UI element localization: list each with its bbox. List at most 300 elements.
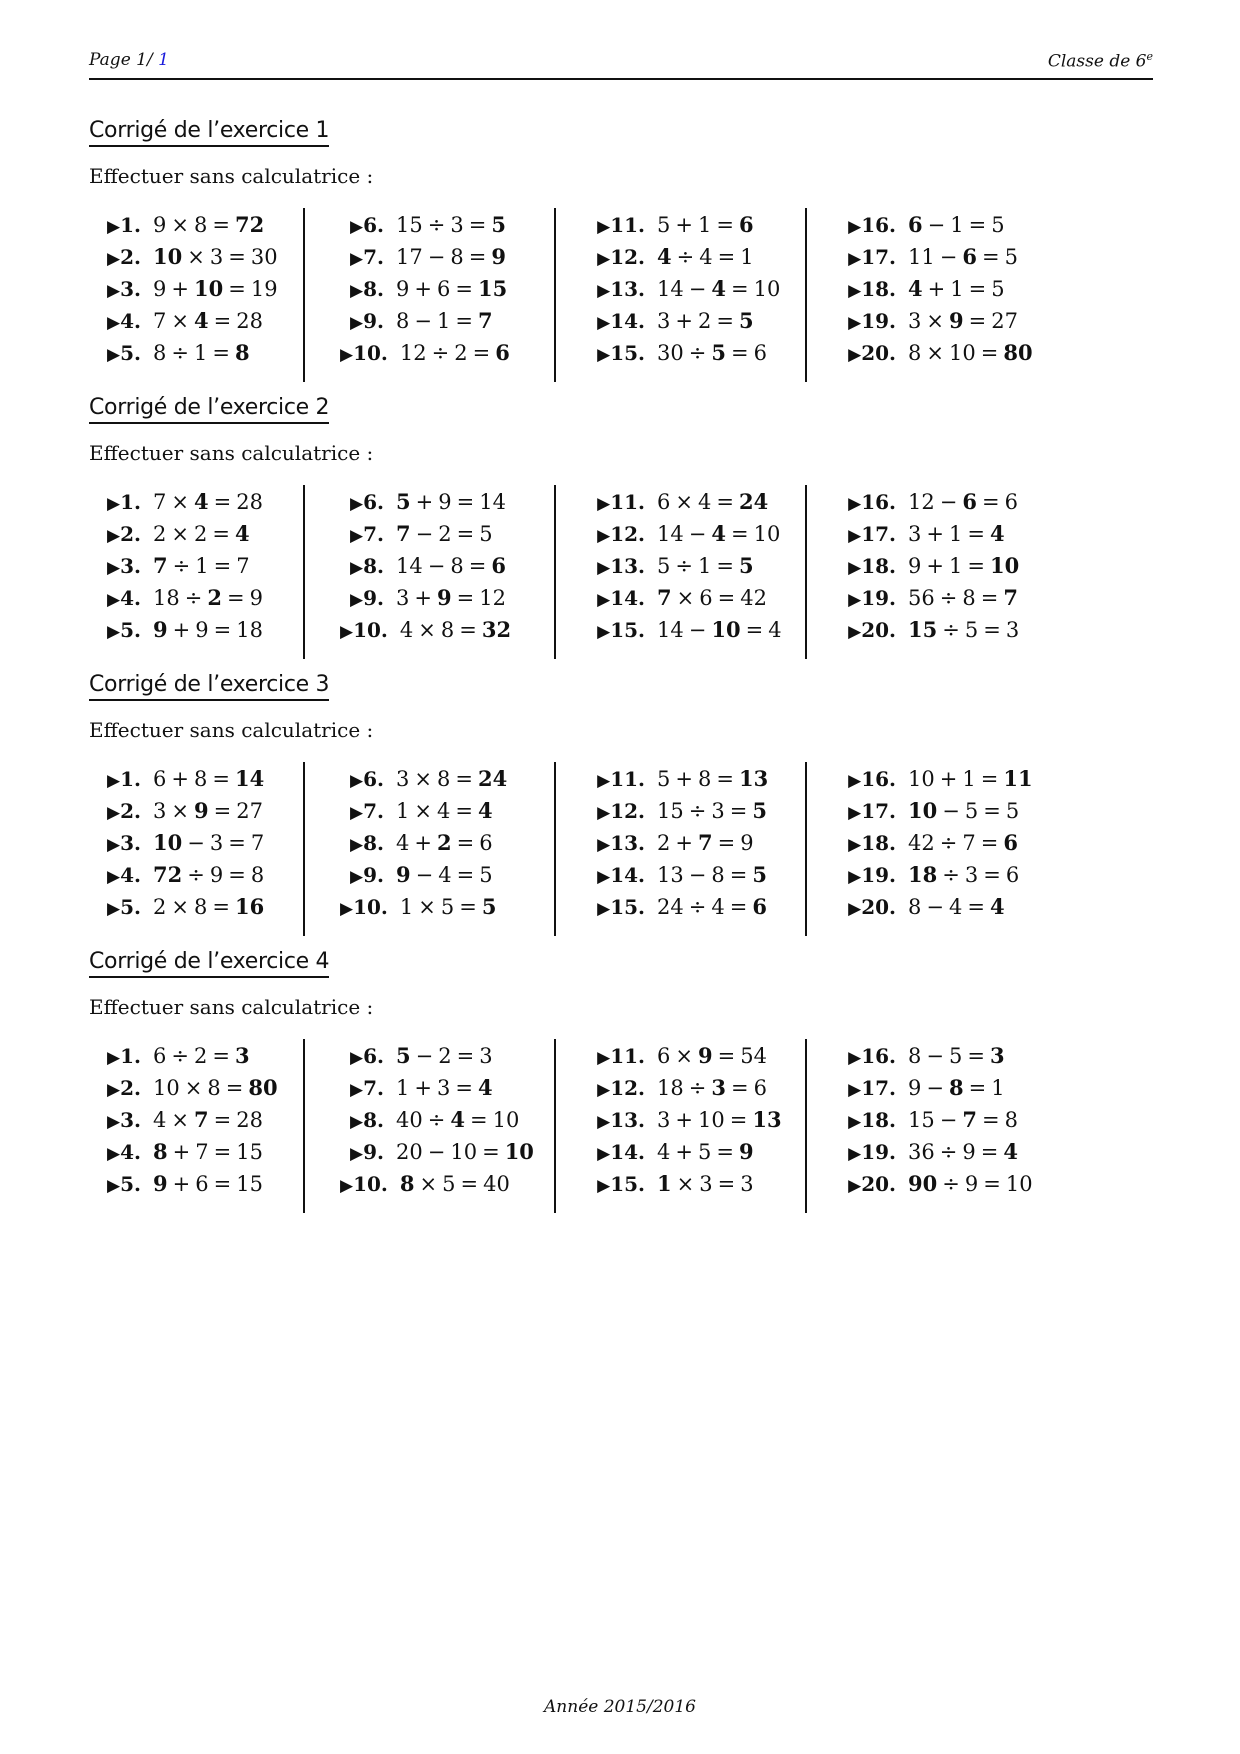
bullet-icon: ▶: [597, 771, 611, 791]
item-number-text: 7.: [363, 799, 384, 823]
exercise-item: [340, 240, 506, 274]
result: 8: [234, 340, 250, 365]
item-number: [340, 858, 384, 894]
equals-sign: =: [730, 341, 749, 365]
exercise-item: [97, 336, 250, 370]
item-expression: [400, 618, 511, 642]
item-number-text: 17.: [861, 522, 896, 546]
equals-sign: =: [468, 554, 487, 578]
result: 6: [1004, 490, 1018, 514]
exercise-item: [340, 336, 510, 370]
item-expression: [396, 277, 507, 301]
item-number: [340, 272, 384, 308]
exercise-item: [591, 208, 754, 242]
result: 24: [738, 489, 769, 514]
item-number: [340, 304, 384, 340]
exercise-item: [842, 826, 1018, 860]
operator: −: [414, 309, 432, 333]
result: 10: [753, 522, 781, 546]
bullet-icon: ▶: [107, 1176, 121, 1196]
item-number-text: 6.: [363, 767, 384, 791]
item-expression: [908, 586, 1018, 610]
exercise-item: [97, 272, 278, 306]
operand-b: 7: [962, 1107, 977, 1132]
operand-b: 10: [193, 276, 224, 301]
item-expression: [153, 863, 264, 887]
operator: +: [414, 1076, 432, 1100]
item-expression: [657, 767, 768, 791]
result: 24: [477, 766, 508, 791]
operand-b: 1: [697, 213, 712, 237]
item-number-text: 9.: [363, 863, 384, 887]
operand-b: 8: [193, 895, 208, 919]
item-expression: [396, 309, 493, 333]
operand-b: 2: [436, 830, 452, 855]
item-expression: [908, 1076, 1005, 1100]
result: 28: [236, 490, 263, 514]
item-number-text: 11.: [610, 490, 645, 514]
item-number: [591, 1103, 645, 1139]
item-number-text: 19.: [861, 586, 896, 610]
operand-a: 4: [399, 618, 414, 642]
equals-sign: =: [729, 799, 748, 823]
item-expression: [657, 586, 767, 610]
item-expression: [657, 831, 754, 855]
bullet-icon: ▶: [597, 526, 611, 546]
item-number-text: 10.: [353, 1172, 388, 1196]
exercise-item: [591, 1103, 782, 1137]
item-expression: [153, 1172, 263, 1196]
operand-b: 4: [948, 895, 963, 919]
equals-sign: =: [717, 831, 736, 855]
item-number: [97, 485, 141, 521]
bullet-icon: ▶: [597, 345, 611, 365]
item-number-text: 11.: [610, 1044, 645, 1068]
equals-sign: =: [213, 618, 232, 642]
equals-sign: =: [716, 213, 734, 237]
result: 9: [740, 831, 754, 855]
item-expression: [396, 245, 506, 269]
result: 28: [236, 309, 263, 333]
operand-b: 4: [436, 799, 451, 823]
item-number: [97, 826, 141, 862]
operand-b: 8: [193, 213, 208, 237]
operand-a: 9: [153, 617, 168, 642]
exercise-instruction: Effectuer sans calculatrice :: [89, 441, 374, 465]
item-number-text: 9.: [363, 309, 384, 333]
operand-a: 5: [396, 1043, 411, 1068]
item-expression: [908, 1108, 1018, 1132]
bullet-icon: ▶: [350, 590, 364, 610]
exercise-item: [591, 1135, 754, 1169]
item-number: [340, 1071, 384, 1107]
item-number: [340, 240, 384, 276]
operator: −: [939, 1108, 958, 1132]
item-number: [340, 794, 384, 830]
result: 3: [989, 1043, 1005, 1068]
exercise-item: [340, 1103, 519, 1137]
item-number: [97, 1039, 141, 1075]
item-expression: [908, 618, 1019, 642]
equals-sign: =: [213, 1108, 232, 1132]
bullet-icon: ▶: [340, 1176, 354, 1196]
result: 5: [752, 798, 767, 823]
equals-sign: =: [981, 245, 1000, 269]
equals-sign: =: [717, 1044, 736, 1068]
bullet-icon: ▶: [848, 835, 862, 855]
bullet-icon: ▶: [848, 1080, 862, 1100]
item-number: [97, 1103, 141, 1139]
result: 54: [740, 1044, 767, 1068]
bullet-icon: ▶: [597, 217, 611, 237]
operand-a: 15: [908, 617, 938, 642]
result: 4: [477, 1075, 493, 1100]
exercise-title: Corrigé de l’exercice 4: [89, 949, 329, 978]
bullet-icon: ▶: [107, 771, 121, 791]
item-expression: [908, 554, 1019, 578]
operand-a: 8: [399, 1171, 415, 1196]
operator: ×: [926, 341, 944, 365]
item-expression: [657, 863, 767, 887]
item-number: [97, 272, 141, 308]
operator: +: [675, 767, 693, 791]
operator: ×: [187, 245, 205, 269]
result: 8: [1004, 1108, 1018, 1132]
item-number: [591, 272, 645, 308]
item-expression: [908, 1044, 1005, 1068]
result: 5: [1004, 245, 1018, 269]
item-number-text: 18.: [861, 554, 896, 578]
item-number: [340, 549, 384, 585]
equals-sign: =: [213, 1140, 232, 1164]
equals-sign: =: [729, 863, 748, 887]
page-number: [89, 50, 169, 70]
exercise-item: [340, 1167, 510, 1201]
item-number: [591, 485, 645, 521]
operator: ×: [171, 213, 189, 237]
item-number: [340, 336, 388, 372]
operand-b: 10: [711, 617, 741, 642]
item-number: [97, 1071, 141, 1107]
operator: ×: [675, 1044, 693, 1068]
operand-a: 6: [153, 1044, 167, 1068]
equals-sign: =: [228, 245, 246, 269]
operand-a: 30: [657, 341, 684, 365]
equals-sign: =: [455, 277, 473, 301]
equals-sign: =: [980, 831, 999, 855]
operator: ×: [419, 1172, 438, 1196]
item-number-text: 4.: [120, 1140, 141, 1164]
item-expression: [153, 245, 278, 269]
item-expression: [153, 1076, 278, 1100]
bullet-icon: ▶: [848, 249, 862, 269]
item-expression: [153, 277, 278, 301]
equals-sign: =: [469, 1108, 488, 1132]
exercise-item: [340, 549, 506, 583]
bullet-icon: ▶: [597, 494, 611, 514]
operator: ×: [171, 309, 189, 333]
item-number: [97, 613, 141, 649]
operand-b: 5: [440, 895, 455, 919]
result: 7: [250, 831, 265, 855]
item-expression: [400, 1172, 510, 1196]
exercise-item: [340, 858, 493, 892]
bullet-icon: ▶: [597, 313, 611, 333]
item-expression: [908, 309, 1018, 333]
item-expression: [400, 895, 497, 919]
result: 27: [236, 799, 263, 823]
operator: ×: [676, 586, 695, 610]
operand-b: 10: [450, 1140, 478, 1164]
item-expression: [657, 245, 754, 269]
operand-a: 5: [657, 554, 671, 578]
equals-sign: =: [456, 863, 475, 887]
bullet-icon: ▶: [597, 1176, 611, 1196]
equals-sign: =: [983, 1172, 1001, 1196]
operator: ÷: [427, 1108, 446, 1132]
item-expression: [396, 213, 506, 237]
item-number: [340, 1135, 384, 1171]
item-number: [842, 1039, 896, 1075]
column-separator: [554, 762, 556, 936]
item-expression: [657, 341, 767, 365]
operand-a: 3: [396, 767, 410, 791]
operand-a: 18: [153, 586, 180, 610]
exercise-instruction: Effectuer sans calculatrice :: [89, 995, 374, 1019]
exercise-item: [591, 517, 780, 551]
bullet-icon: ▶: [350, 313, 364, 333]
exercise-item: [842, 208, 1005, 242]
operator: ÷: [939, 831, 958, 855]
operand-a: 9: [153, 277, 167, 301]
operand-a: 4: [153, 1108, 167, 1132]
operand-a: 6: [153, 767, 167, 791]
item-number: [97, 794, 141, 830]
item-expression: [657, 895, 767, 919]
operand-b: 9: [193, 798, 209, 823]
item-number: [340, 581, 384, 617]
bullet-icon: ▶: [597, 249, 611, 269]
item-expression: [908, 490, 1018, 514]
item-expression: [908, 831, 1018, 855]
equals-sign: =: [459, 618, 477, 642]
exercise-item: [340, 272, 507, 306]
equals-sign: =: [729, 1108, 748, 1132]
column-separator: [303, 762, 305, 936]
exercise-item: [97, 890, 264, 924]
operator: ÷: [172, 554, 191, 578]
result: 6: [738, 212, 754, 237]
bullet-icon: ▶: [848, 217, 862, 237]
item-number: [842, 890, 896, 926]
operand-b: 4: [193, 308, 209, 333]
operand-a: 15: [657, 799, 684, 823]
item-number: [591, 613, 645, 649]
bullet-icon: ▶: [350, 494, 364, 514]
operand-b: 4: [711, 895, 725, 919]
exercise-item: [591, 826, 754, 860]
equals-sign: =: [730, 1076, 749, 1100]
bullet-icon: ▶: [350, 558, 364, 578]
equals-sign: =: [968, 309, 987, 333]
operator: ÷: [676, 245, 695, 269]
result: 27: [991, 309, 1018, 333]
item-number: [340, 762, 384, 798]
item-expression: [153, 554, 250, 578]
operand-a: 10: [908, 798, 938, 823]
operand-b: 2: [697, 309, 712, 333]
item-number: [591, 794, 645, 830]
item-expression: [908, 277, 1005, 301]
result: 9: [738, 1139, 754, 1164]
result: 4: [1003, 1139, 1018, 1164]
item-expression: [657, 799, 767, 823]
bullet-icon: ▶: [107, 526, 121, 546]
bullet-icon: ▶: [350, 281, 364, 301]
operand-a: 36: [908, 1140, 935, 1164]
operand-b: 5: [442, 1172, 456, 1196]
column-separator: [554, 1039, 556, 1213]
item-expression: [153, 1108, 263, 1132]
item-expression: [396, 799, 493, 823]
item-number-text: 20.: [861, 618, 896, 642]
item-number-text: 13.: [610, 1108, 645, 1132]
item-number-text: 6.: [363, 490, 384, 514]
operand-a: 9: [908, 1076, 922, 1100]
result: 6: [753, 341, 767, 365]
item-number-text: 5.: [120, 1172, 141, 1196]
result: 4: [989, 521, 1005, 546]
operand-b: 6: [195, 1172, 209, 1196]
item-number-text: 8.: [363, 831, 384, 855]
item-expression: [908, 895, 1005, 919]
item-expression: [153, 1140, 263, 1164]
equals-sign: =: [455, 309, 473, 333]
operator: +: [926, 554, 944, 578]
operand-b: 7: [195, 1140, 209, 1164]
result: 15: [236, 1172, 263, 1196]
exercise-item: [340, 485, 506, 519]
equals-sign: =: [228, 277, 246, 301]
operator: ×: [171, 799, 189, 823]
item-number: [97, 549, 141, 585]
item-expression: [657, 1108, 782, 1132]
operator: ÷: [184, 586, 203, 610]
equals-sign: =: [456, 522, 475, 546]
result: 13: [752, 1107, 782, 1132]
operator: −: [926, 1076, 944, 1100]
operator: ÷: [688, 341, 707, 365]
bullet-icon: ▶: [597, 803, 611, 823]
operator: ÷: [942, 863, 960, 887]
bullet-icon: ▶: [350, 1048, 364, 1068]
result: 13: [738, 766, 769, 791]
equals-sign: =: [228, 831, 246, 855]
bullet-icon: ▶: [848, 590, 862, 610]
operand-b: 4: [450, 1107, 465, 1132]
item-number: [842, 1071, 896, 1107]
bullet-icon: ▶: [848, 1144, 862, 1164]
result: 15: [477, 276, 508, 301]
equals-sign: =: [983, 618, 1001, 642]
result: 4: [768, 618, 782, 642]
operand-a: 10: [153, 830, 183, 855]
operand-b: 8: [193, 767, 208, 791]
operand-a: 11: [908, 245, 935, 269]
result: 10: [492, 1108, 520, 1132]
item-number-text: 14.: [610, 309, 645, 333]
item-expression: [153, 522, 250, 546]
item-number: [591, 826, 645, 862]
item-number: [842, 517, 896, 553]
bullet-icon: ▶: [848, 494, 862, 514]
item-number: [97, 304, 141, 340]
exercise-item: [340, 826, 493, 860]
exercise-item: [340, 890, 496, 924]
operand-b: 8: [440, 618, 455, 642]
item-number: [97, 240, 141, 276]
item-number-text: 18.: [861, 1108, 896, 1132]
equals-sign: =: [981, 490, 1000, 514]
column-separator: [303, 1039, 305, 1213]
operator: ×: [926, 309, 944, 333]
operand-a: 8: [153, 341, 167, 365]
item-number-text: 7.: [363, 1076, 384, 1100]
item-number-text: 10.: [353, 895, 388, 919]
operand-b: 3: [436, 1076, 451, 1100]
page-total-link[interactable]: 1: [158, 50, 169, 70]
exercise-item: [842, 1039, 1005, 1073]
column-separator: [805, 762, 807, 936]
equals-sign: =: [213, 799, 232, 823]
class-text: Classe de 6: [1047, 51, 1147, 72]
equals-sign: =: [717, 1172, 736, 1196]
operator: −: [688, 522, 707, 546]
item-number-text: 8.: [363, 1108, 384, 1132]
equals-sign: =: [968, 1076, 987, 1100]
operand-b: 7: [193, 1107, 209, 1132]
result: 6: [752, 894, 767, 919]
item-number-text: 16.: [861, 213, 896, 237]
operand-b: 6: [962, 244, 977, 269]
equals-sign: =: [980, 1140, 999, 1164]
item-expression: [657, 213, 754, 237]
result: 4: [234, 521, 250, 546]
equals-sign: =: [455, 767, 473, 791]
operand-a: 10: [153, 244, 183, 269]
result: 3: [1005, 618, 1020, 642]
item-number-text: 18.: [861, 277, 896, 301]
bullet-icon: ▶: [597, 590, 611, 610]
exercise-item: [97, 485, 263, 519]
result: 7: [1003, 585, 1018, 610]
operand-a: 7: [153, 490, 167, 514]
operand-b: 2: [193, 1044, 208, 1068]
exercise-item: [97, 208, 264, 242]
operand-a: 2: [153, 895, 167, 919]
exercise-item: [97, 304, 263, 338]
operand-b: 2: [454, 341, 468, 365]
result: 5: [991, 277, 1005, 301]
result: 6: [1005, 863, 1020, 887]
exercise-item: [97, 517, 250, 551]
item-number: [842, 794, 896, 830]
item-number: [97, 1167, 141, 1203]
bullet-icon: ▶: [107, 494, 121, 514]
operand-b: 4: [193, 489, 209, 514]
operand-a: 4: [396, 831, 410, 855]
item-number-text: 4.: [120, 309, 141, 333]
